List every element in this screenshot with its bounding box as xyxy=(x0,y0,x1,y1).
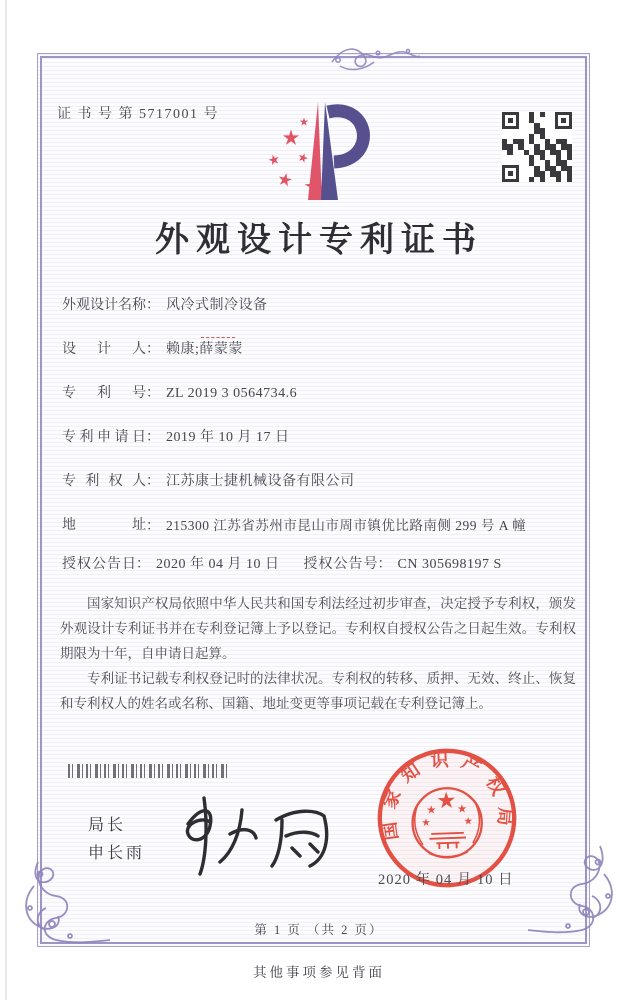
field-patentee: 专利权人： 江苏康士捷机械设备有限公司 xyxy=(62,472,574,516)
legal-text xyxy=(60,592,576,717)
field-grant-number: 授权公告号： CN 305698197 S xyxy=(304,557,502,572)
field-label: 外观设计名称 xyxy=(62,298,146,313)
barcode xyxy=(68,764,230,778)
field-label: 专利权人 xyxy=(62,474,146,489)
certificate-fields xyxy=(62,296,574,599)
qr-code xyxy=(502,112,572,182)
qr-finder-icon xyxy=(555,112,572,129)
field-value xyxy=(166,342,243,357)
director-block xyxy=(88,812,145,868)
qr-finder-icon xyxy=(502,165,519,182)
back-note: 其他事项参见背面 xyxy=(253,965,385,980)
director-name: 申长雨 xyxy=(88,845,146,862)
certificate-title: 外观设计专利证书 xyxy=(155,222,483,259)
logo-red-spike-icon xyxy=(308,102,322,200)
field-label: 授权公告号 xyxy=(303,557,378,572)
legal-paragraph-1: 国家知识产权局依照中华人民共和国专利法经过初步审查，决定授予专利权，颁发外观设计专利证书并在专利登记簿上予以登记。专利权自授权公告之日起生效。专利权期限为十年，自申请日起算。 xyxy=(60,596,576,661)
field-label: 授权公告日 xyxy=(62,557,136,572)
qr-finder-icon xyxy=(502,112,519,129)
field-value: 风冷式制冷设备 xyxy=(166,298,268,313)
field-value: 2019 年 10 月 17 日 xyxy=(166,430,290,445)
field-address: 地址： 215300 江苏省苏州市昆山市周市镇优比路南侧 299 号 A 幢 xyxy=(62,518,527,534)
field-patent-number: 专利号： ZL 2019 3 0564734.6 xyxy=(62,384,574,428)
field-grant-date: 授权公告日： 2020 年 04 月 10 日 xyxy=(62,555,300,575)
cnipa-logo xyxy=(258,96,376,208)
field-value: 215300 江苏省苏州市昆山市周市镇优比路南侧 299 号 A 幢 xyxy=(166,518,527,533)
field-value: ZL 2019 3 0564734.6 xyxy=(166,386,298,401)
scan-page-edge xyxy=(5,0,7,1000)
page-number: 第 1 页 （共 2 页） xyxy=(254,923,384,937)
seal-text: 国家知识产权局 xyxy=(377,749,516,842)
designer-second: 薛蒙蒙 xyxy=(199,342,243,357)
director-title: 局长 xyxy=(88,817,127,834)
field-label: 设计人 xyxy=(62,342,146,357)
field-value: 江苏康士捷机械设备有限公司 xyxy=(166,474,355,489)
field-designers: 设计人： 赖康; 薛蒙蒙 xyxy=(62,340,574,384)
field-label: 专利申请日 xyxy=(62,430,146,445)
field-design-name: 外观设计名称： 风冷式制冷设备 xyxy=(62,296,574,340)
certificate-number: 证 书 号 第 5717001 号 xyxy=(57,107,219,122)
red-correction-mark xyxy=(201,337,235,338)
director-signature xyxy=(158,786,343,886)
logo-p-bowl-icon xyxy=(328,111,363,162)
seal-date: 2020 年 04 月 10 日 xyxy=(378,872,514,888)
field-filing-date: 专利申请日： 2019 年 10 月 17 日 xyxy=(62,428,574,472)
field-label: 专利号 xyxy=(62,386,146,401)
legal-paragraph-2: 专利证书记载专利权登记时的法律状况。专利权的转移、质押、无效、终止、恢复和专利权人的姓名或名称、国籍、地址变更等事项记载在专利登记簿上。 xyxy=(60,670,576,711)
field-label: 地址 xyxy=(62,518,146,533)
designer-first: 赖康; xyxy=(166,342,200,357)
